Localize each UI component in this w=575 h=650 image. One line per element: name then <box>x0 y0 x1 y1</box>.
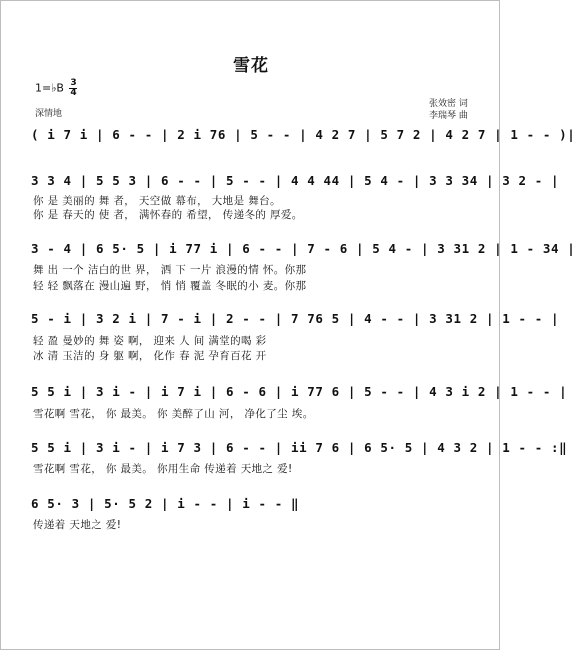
expression-marking: 深情地 <box>35 109 63 119</box>
lyric-line-3a: 舞 出 一个 洁白的世 界， 洒 下 一片 浪漫的情 怀。你那 <box>33 264 307 276</box>
meter-top: 3 <box>70 78 77 88</box>
lyric-line-5: 雪花啊 雪花， 你 最美。 你 美醉了山 河， 净化了尘 埃。 <box>33 408 314 420</box>
notation-line-7: 6 5· 3 | 5· 5 2 | i - - | i - - ‖ <box>31 496 300 511</box>
song-title: 雪花 <box>233 56 269 76</box>
time-signature <box>69 79 77 98</box>
lyric-line-4b: 冰 清 玉洁的 身 躯 啊， 化作 春 泥 孕育百花 开 <box>33 350 267 362</box>
notation-line-4: 5 - i | 3 2 i | 7 - i | 2 - - | 7 76 5 | 4 - - | 3 31 2 | 1 - - | <box>31 311 560 326</box>
lyric-line-2b: 你 是 春天的 使 者， 满怀春的 希望， 传递冬的 厚爱。 <box>33 209 303 221</box>
lyric-line-3b: 轻 轻 飘落在 漫山遍 野， 悄 悄 覆盖 冬眠的小 麦。你那 <box>33 280 307 292</box>
key-label: 1=♭B <box>35 81 64 95</box>
lyric-line-7: 传递着 天地之 爱! <box>33 519 122 531</box>
lyric-line-2a: 你 是 美丽的 舞 者， 天空做 幕布， 大地是 舞台。 <box>33 195 281 207</box>
lyric-line-4a: 轻 盈 曼妙的 舞 姿 啊， 迎来 人 间 满堂的喝 彩 <box>33 335 267 347</box>
lyricist-credit: 张效密 词 <box>429 99 468 109</box>
notation-line-3: 3 - 4 | 6 5· 5 | i 77 i | 6 - - | 7 - 6 | 5 4 - | 3 31 2 | 1 - 34 | <box>31 241 575 256</box>
key-signature <box>35 79 77 98</box>
notation-line-2: 3 3 4 | 5 5 3 | 6 - - | 5 - - | 4 4 44 | 5 4 - | 3 3 34 | 3 2 - | <box>31 173 560 188</box>
lyric-line-6: 雪花啊 雪花， 你 最美。 你用生命 传递着 天地之 爱! <box>33 463 293 475</box>
meter-bottom: 4 <box>70 88 77 98</box>
notation-line-5: 5 5 i | 3 i - | i 7 i | 6 - 6 | i 77 6 | 5 - - | 4 3 i 2 | 1 - - | <box>31 384 568 399</box>
notation-line-1: ( i 7 i | 6 - - | 2 i 76 | 5 - - | 4 2 7 | 5 7 2 | 4 2 7 | 1 - - )| <box>31 127 575 142</box>
notation-line-6: 5 5 i | 3 i - | i 7 3 | 6 - - | ii 7 6 | 6 5· 5 | 4 3 2 | 1 - - :‖ <box>31 440 568 455</box>
composer-credit: 李瑞琴 曲 <box>429 111 468 121</box>
